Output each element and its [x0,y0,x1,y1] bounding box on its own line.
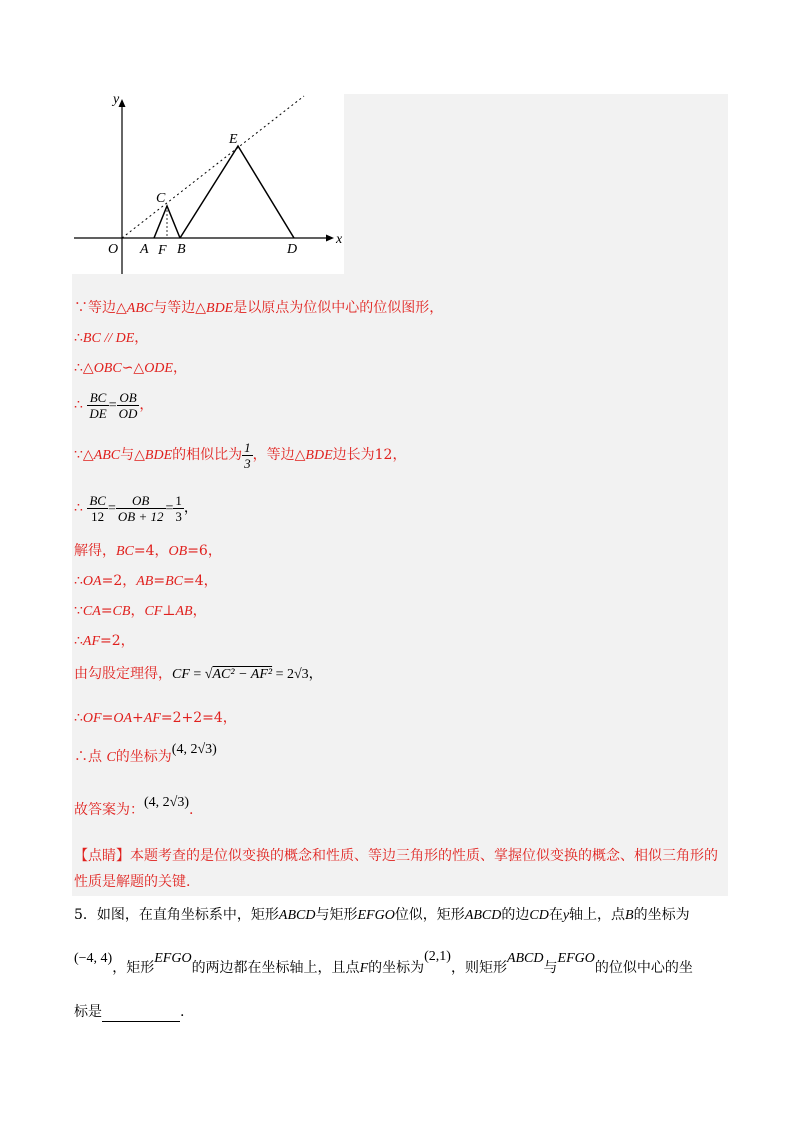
solution-line-11: 由勾股定理得，CF = √AC² − AF² = 2√3， [74,666,323,682]
final-answer: (4, 2√3) [144,795,190,810]
coordinate-figure [72,88,344,274]
figure-svg [72,88,344,274]
solution-line-1: ∵等边△ABC与等边△BDE是以原点为位似中心的位似图形， [74,300,444,316]
solution-line-2: ∴BC // DE， [74,330,149,346]
fraction-bc-de: $\frac{BC}{DE}$ [89,389,107,421]
label-y: y [113,92,120,107]
label-f: F [158,243,167,258]
fraction-one-third: $\frac{1}{3}$ [244,439,251,471]
solution-line-10: ∴AF=2， [74,633,135,649]
fraction-bc-12: $\frac{BC}{12}$ [89,492,106,524]
solution-line-6: ∴ $\frac{BC}{12}$ = $\frac{OB}{OB + 12}$ = $\frac{1}{3}$ ， [74,492,198,524]
question-line-3: 标是 . [74,1004,185,1020]
y-axis-arrow [119,99,126,107]
solution-line-9: ∵CA=CB，CF⊥AB， [74,603,207,619]
dotted-ray [122,96,304,238]
solution-line-14: 故答案为：(4, 2√3). [74,795,194,818]
comment-line-1: 【点睛】本题考查的是位似变换的概念和性质、等边三角形的性质、掌握位似变换的概念、相似三角形的 [74,848,718,864]
question-line-1: 5．如图，在直角坐标系中，矩形ABCD与矩形EFGO位似，矩形ABCD的边CD在y轴上，点B的坐标为 [74,907,690,923]
solution-line-3: ∴△OBC∽△ODE， [74,360,187,376]
label-a: A [140,242,149,257]
label-d: D [287,242,298,257]
label-e: E [229,132,238,147]
solution-line-4: ∴ $\frac{BC}{DE}$ = $\frac{OB}{OD}$ ， [74,389,154,421]
solution-line-13: ∴点 C的坐标为(4, 2√3) [74,742,217,765]
triangle-bde [180,146,294,238]
comment-line-2: 性质是解题的关键. [74,874,191,890]
fraction-ob-od: $\frac{OB}{OD}$ [118,389,138,421]
label-b: B [177,242,186,257]
solution-line-12: ∴OF=OA+AF=2+2=4， [74,710,237,726]
answer-point-c: (4, 2√3) [171,742,217,757]
solution-line-8: ∴OA=2，AB=BC=4， [74,573,218,589]
pythagoras-formula: CF = √AC² − AF² = 2√3 [172,667,309,682]
fraction-ob-ob12: $\frac{OB}{OB + 12}$ [117,492,164,524]
fraction-one-third-b: $\frac{1}{3}$ [175,492,182,524]
question-line-2: (−4, 4)，矩形EFGO的两边都在坐标轴上，且点F的坐标为(2,1)，则矩形ABCD与EFGO的位似中心的坐 [74,949,693,976]
answer-blank[interactable] [102,1007,180,1022]
solution-line-5: ∵△ABC与△BDE的相似比为 $\frac{1}{3}$ ，等边△BDE边长为12， [74,439,407,471]
x-axis-arrow [326,235,334,242]
label-c: C [156,191,166,206]
solution-line-7: 解得，BC=4，OB=6， [74,543,222,559]
label-x: x [336,232,343,247]
label-o: O [108,242,119,257]
